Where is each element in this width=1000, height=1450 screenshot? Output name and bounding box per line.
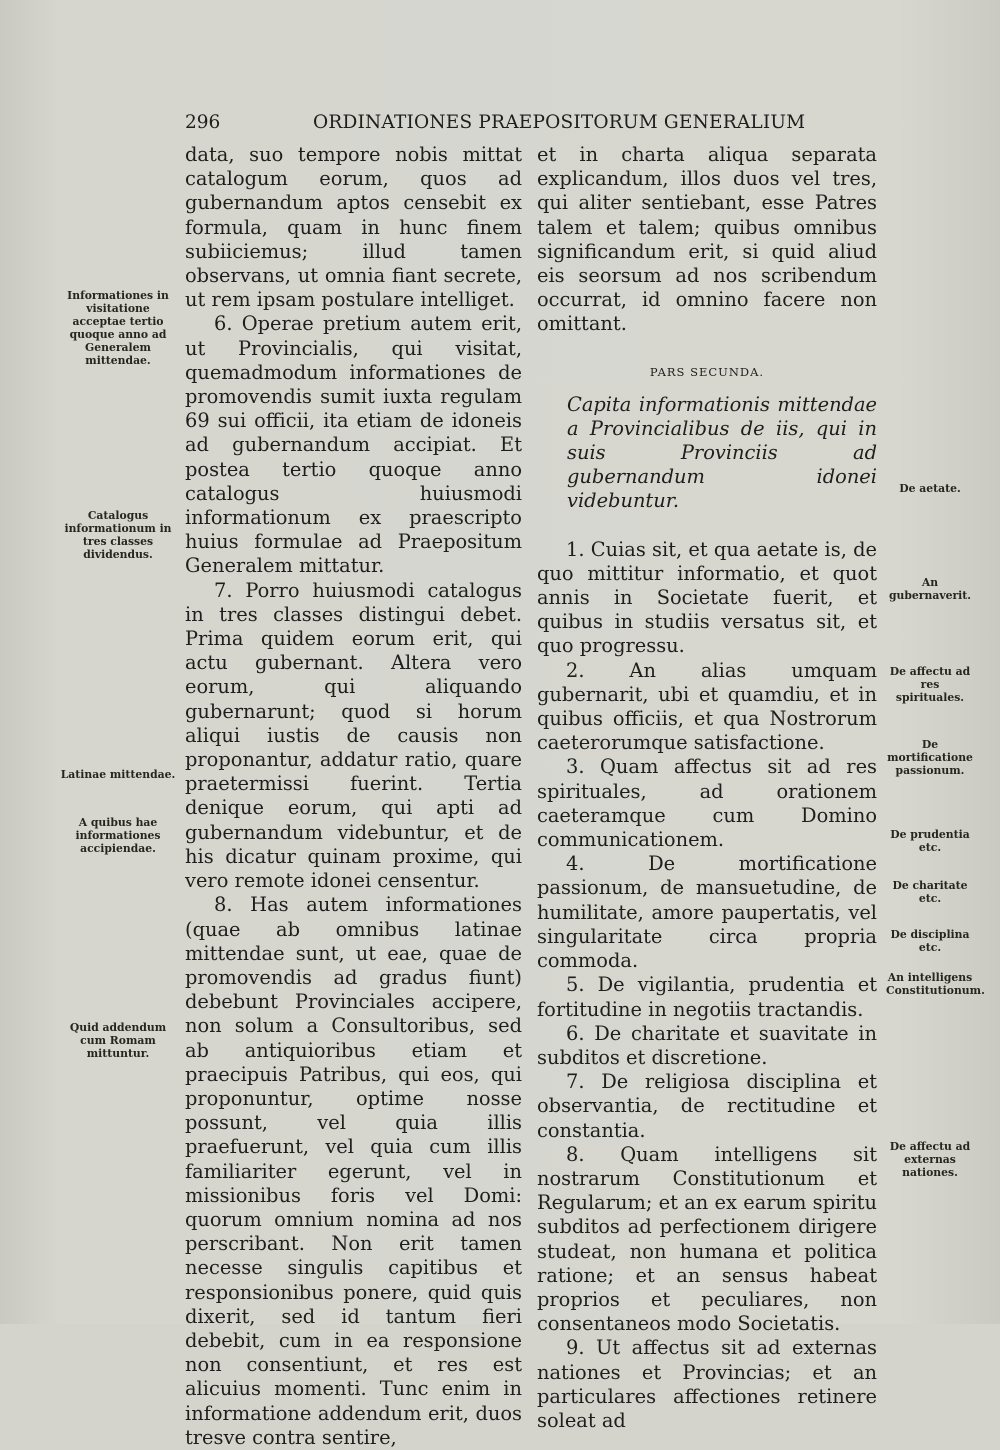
- page-number: 296: [185, 112, 221, 133]
- right-text-column: [537, 143, 877, 1433]
- list-item: 6. De charitate et suavitate in subditos et discretione.: [537, 1021, 877, 1069]
- section-heading: PARS SECUNDA.: [649, 364, 765, 379]
- margin-note: De prudentia etc.: [890, 828, 970, 854]
- list-item: 4. De mortificatione passionum, de mansuetudine, de humilitate, amore paupertatis, vel singularitate circa propria commoda.: [537, 852, 877, 973]
- list-item: 8. Quam intelligens sit nostrarum Constitutionum et Regularum; et an ex earum spiritu subditos ad perfectionem dirigere studeat, non humana et politica ratione; et an sensus habeat proprios et peculiares, non consentaneos modo Societatis.: [537, 1142, 877, 1336]
- margin-note: De disciplina etc.: [890, 928, 970, 954]
- margin-note: De aetate.: [899, 482, 961, 495]
- paragraph: 8. Has autem informationes (quae ab omnibus latinae mittendae sunt, ut eae, quae de promovendis ad gradus fiunt) debebunt Provinciales accipere, non solum a Consultoribus, sed ab antiquioribus etiam et praecipuis Patribus, qui eos, qui proponuntur, optime nosse possunt, vel quia illis praefuerunt, vel quia cum illis familiariter egerunt, vel in missionibus foris vel Domi: quorum omnium nomina ad nos perscribant. Non erit tamen necesse singulis capitibus et responsionibus ponere, quid quis dixerit, sed id tantum fieri debebit, cum in ea responsione non consentiunt, et res est alicuius momenti. Tunc enim in informatione addendum erit, duos tresve contra sentire,: [185, 893, 522, 1449]
- left-text-column: [185, 143, 522, 1450]
- paragraph: 6. Operae pretium autem erit, ut Provincialis, qui visitat, quemadmodum informationes de promovendis sumit iuxta regulam 69 sui officii, ita etiam de idoneis ad gubernandum accipiat. Et postea tertio quoque anno catalogus huiusmodi informationum ex praescripto huius formulae ad Praepositum Generalem mittatur.: [185, 312, 522, 578]
- margin-note: A quibus hae informationes accipiendae.: [75, 816, 161, 855]
- margin-note: De affectu ad externas nationes.: [889, 1140, 971, 1179]
- margin-note: Informationes in visitatione acceptae tertio quoque anno ad Generalem mittendae.: [67, 289, 169, 367]
- list-item: 5. De vigilantia, prudentia et fortitudine in negotiis tractandis.: [537, 973, 877, 1021]
- list-item: 2. An alias umquam gubernarit, ubi et quamdiu, et in quibus officiis, et qua Nostrorum caeterorumque satisfactione.: [537, 658, 877, 755]
- margin-note: Catalogus informationum in tres classes dividendus.: [64, 509, 172, 561]
- paragraph: data, suo tempore nobis mittat catalogum eorum, quos ad gubernandum aptos censebit ex formula, quam in hunc finem subiiciemus; illud tamen observans, ut omnia fiant secrete, ut rem ipsam postulare intelliget.: [185, 143, 522, 312]
- section-title: Capita informationis mittendae a Provincialibus de iis, qui in suis Provinciis ad gubernandum idonei videbuntur.: [567, 392, 877, 513]
- margin-note: Quid addendum cum Romam mittuntur.: [69, 1021, 167, 1060]
- paragraph: et in charta aliqua separata explicandum, illos duos vel tres, qui aliter sentiebant, esse Patres talem et talem; quibus omnibus significandum erit, si quid aliud eis seorsum ad nos scribendum occurrat, id omnino facere non omittant.: [537, 143, 877, 336]
- page-header: [185, 112, 875, 140]
- list-item: 7. De religiosa disciplina et observantia, de rectitudine et constantia.: [537, 1070, 877, 1142]
- margin-note: An intelligens Constitutionum.: [886, 971, 985, 997]
- running-title: ORDINATIONES PRAEPOSITORUM GENERALIUM: [313, 112, 806, 133]
- margin-note: De affectu ad res spirituales.: [889, 665, 971, 704]
- paragraph: 7. Porro huiusmodi catalogus in tres classes distingui debet. Prima quidem eorum erit, qui actu gubernant. Altera vero eorum, qui aliquando gubernarunt; quod si horum aliqui iustis de causis non proponantur, addatur ratio, quare praetermissi fuerint. Tertia denique eorum, qui apti ad gubernandum videbuntur, et de his dicatur quinam proxime, qui vero remote idonei censentur.: [185, 578, 522, 893]
- margin-note: Latinae mittendae.: [60, 768, 176, 781]
- margin-note: An gubernaverit.: [888, 576, 972, 602]
- margin-note: De charitate etc.: [892, 879, 968, 905]
- list-item: 1. Cuias sit, et qua aetate is, de quo mittitur informatio, et quot annis in Societate fuerit, et quibus in studiis versatus sit, et quo progressu.: [537, 537, 877, 658]
- margin-note: De mortificatione passionum.: [887, 738, 973, 777]
- list-item: 3. Quam affectus sit ad res spirituales, ad orationem caeteramque cum Domino communicationem.: [537, 755, 877, 852]
- list-item: 9. Ut affectus sit ad externas nationes et Provincias; et an particulares affectiones retinere soleat ad: [537, 1336, 877, 1432]
